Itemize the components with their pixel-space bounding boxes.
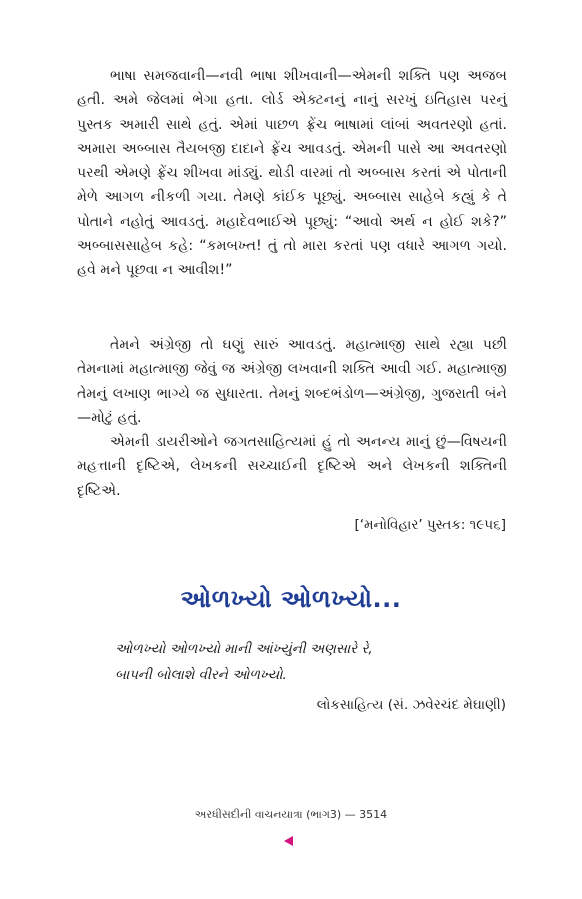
paragraph-2: [77, 333, 507, 430]
previous-page-arrow-icon[interactable]: [284, 836, 293, 846]
poem-line-1: ઓળખ્યો ઓળખ્યો માની આંખ્યુંની અણસારે રે,: [115, 641, 373, 657]
source-citation: [‘મનોવિહાર’ પુસ્તક: ૧૯૫૬]: [354, 517, 506, 533]
paragraph-1: [77, 64, 507, 283]
poem-title: ઓળખ્યો ઓળખ્યો...: [180, 585, 402, 613]
page-footer: અરધીસદીની વાચનયાત્રા (ભાગ3) — 3514: [194, 808, 388, 821]
paragraph-1-text: ભાષા સમજવાની—નવી ભાષા શીખવાની—એમની શક્તિ પણ અજબ હતી. અમે જેલમાં ભેગા હતા. લોર્ડ એક્ટનનું નાનું સરખું ઇતિહાસ પરનું પુસ્તક અમારી સાથે હતું. એમાં પાછળ ફ્રેંચ ભાષામાં લાંબાં અવતરણો હતાં. અમારા અબ્બાસ તૈયબજી દાદાને ફ્રેંચ આવડતું. એમની પાસે આ અવતરણો પરથી એમણે ફ્રેંચ શીખવા માંડ્યું. થોડી વારમાં તો અબ્બાસ કરતાં એ પોતાની મેળે આગળ નીકળી ગયા. તેમણે કાંઈક પૂછ્યું. અબ્બાસ સાહેબે કહ્યું કે તે પોતાને નહોતું આવડતું. મહાદેવભાઈએ પૂછ્યું: “આવો અર્થ ન હોઈ શકે?” અબ્બાસસાહેબ કહે: “કમબખ્ત! તું તો મારા કરતાં પણ વધારે આગળ ગયો. હવે મને પૂછવા ન આવીશ!”: [77, 68, 507, 279]
paragraph-3-text: એમની ડાયરીઓને જગતસાહિત્યમાં હું તો અનન્ય માનું છું—વિષયની મહત્તાની દૃષ્ટિએ, લેખકની સચ્ચાઈની દૃષ્ટિએ અને લેખકની શક્તિની દૃષ્ટિએ.: [77, 434, 507, 499]
poem-line-2: બાપની બોલાશે વીરને ઓળખ્યો.: [115, 667, 287, 683]
paragraph-2-text: તેમને અંગ્રેજી તો ઘણું સારું આવડતું. મહાત્માજી સાથે રહ્યા પછી તેમનામાં મહાત્માજી જેવું જ અંગ્રેજી લખવાની શક્તિ આવી ગઈ. મહાત્માજી તેમનું લખાણ ભાગ્યે જ સુધારતા. તેમનું શબ્દભંડોળ—અંગ્રેજી, ગુજરાતી બંને—મોટું હતું.: [77, 337, 507, 426]
poem-credit: લોકસાહિત્ય (સં. ઝવેરચંદ મેઘાણી): [316, 697, 506, 713]
paragraph-3: [77, 430, 507, 503]
